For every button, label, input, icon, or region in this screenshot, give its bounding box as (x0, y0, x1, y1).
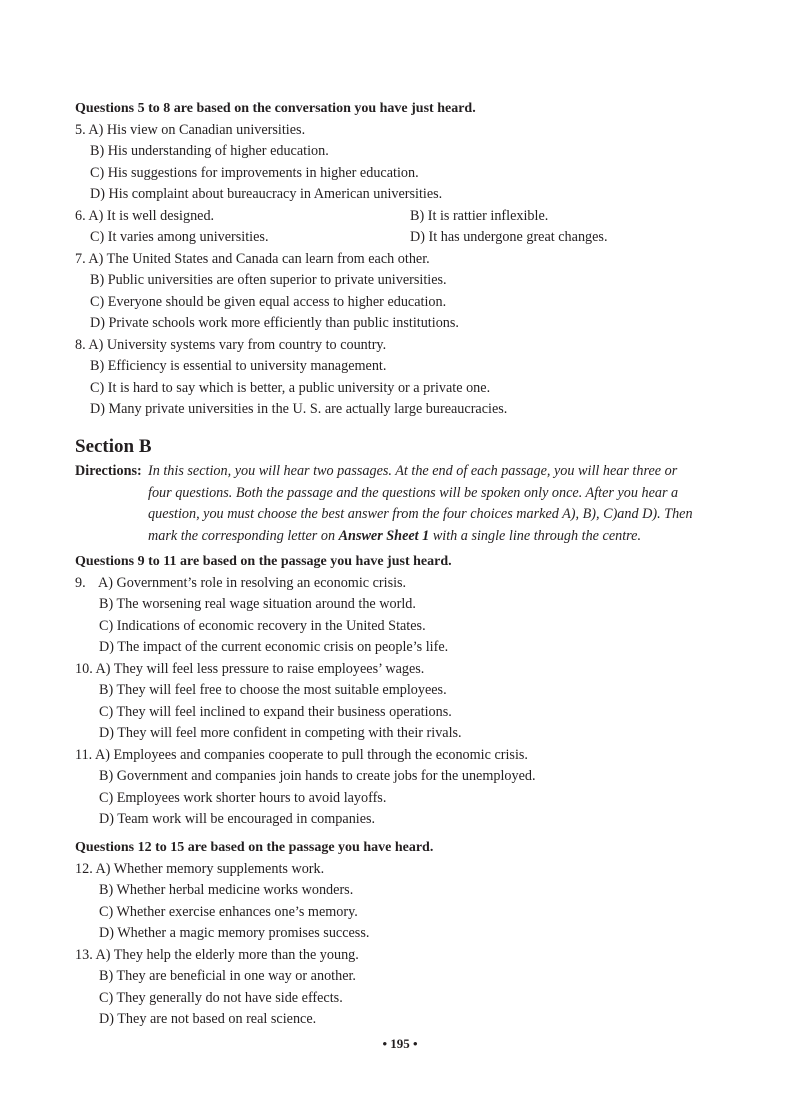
q5-option-b: B) His understanding of higher education. (90, 143, 329, 159)
q6-row-1 (75, 206, 735, 228)
q12-option-b: B) Whether herbal medicine works wonders. (99, 882, 354, 898)
q9-option-c: C) Indications of economic recovery in the United States. (99, 617, 426, 634)
directions-label: Directions: (75, 463, 142, 479)
q7-option-d: D) Private schools work more efficiently than public institutions. (90, 315, 459, 331)
directions-line-2: four questions. Both the passage and the questions will be spoken only once. After you hear a (148, 484, 679, 501)
questions-12-15 (75, 837, 735, 1031)
q10-option-d: D) They will feel more confident in competing with their rivals. (99, 725, 462, 741)
q11-option-c: C) Employees work shorter hours to avoid layoffs. (99, 789, 387, 806)
q11-option-b: B) Government and companies join hands to create jobs for the unemployed. (99, 768, 536, 784)
directions (75, 461, 730, 547)
q11-option-d: D) Team work will be encouraged in companies. (99, 811, 376, 827)
directions-line-3: question, you must choose the best answer from the four choices marked A), B), C)and D). Then (148, 506, 693, 522)
directions-line-4-post: with a single line through the centre. (429, 527, 641, 544)
q7-option-b: B) Public universities are often superior to private universities. (90, 272, 447, 288)
directions-line-1: In this section, you will hear two passages. At the end of each passage, you will hear three or (148, 463, 678, 479)
q12-option-d: D) Whether a magic memory promises success. (99, 925, 370, 941)
q5-option-c: C) His suggestions for improvements in higher education. (90, 164, 419, 181)
q9-row-a (75, 573, 735, 595)
q5-option-a: 5. A) His view on Canadian universities. (75, 121, 306, 138)
q11-option-a: 11. A) Employees and companies cooperate to pull through the economic crisis. (75, 746, 528, 763)
q13-option-c: C) They generally do not have side effects. (99, 989, 343, 1006)
directions-line-4 (148, 526, 730, 548)
q8-option-c: C) It is hard to say which is better, a public university or a private one. (90, 379, 491, 396)
questions-12-15-heading: Questions 12 to 15 are based on the passage you have heard. (75, 840, 434, 855)
q5-option-d: D) His complaint about bureaucracy in American universities. (90, 186, 443, 202)
q9-option-d: D) The impact of the current economic crisis on people’s life. (99, 639, 449, 655)
q9-number: 9. (75, 574, 86, 591)
q9-option-a: A) Government’s role in resolving an economic crisis. (98, 574, 407, 591)
q10-option-a: 10. A) They will feel less pressure to raise employees’ wages. (75, 660, 425, 677)
q6-option-b: B) It is rattier inflexible. (410, 207, 549, 224)
answer-sheet-emphasis: Answer Sheet 1 (338, 527, 430, 544)
page-number: • 195 • (382, 1036, 418, 1051)
q13-option-d: D) They are not based on real science. (99, 1011, 317, 1027)
q6-option-d: D) It has undergone great changes. (410, 229, 608, 245)
q7-option-a: 7. A) The United States and Canada can learn from each other. (75, 250, 430, 267)
q8-option-b: B) Efficiency is essential to university management. (90, 358, 387, 374)
q6-row-2 (75, 227, 735, 249)
directions-text (148, 461, 730, 547)
section-b-title: Section B (75, 436, 152, 457)
q13-option-b: B) They are beneficial in one way or another. (99, 968, 356, 984)
q13-option-a: 13. A) They help the elderly more than the young. (75, 946, 359, 963)
questions-5-8 (75, 98, 735, 421)
questions-5-8-heading: Questions 5 to 8 are based on the conversation you have just heard. (75, 101, 476, 116)
q7-option-c: C) Everyone should be given equal access to higher education. (90, 293, 447, 310)
q8-option-a: 8. A) University systems vary from country to country. (75, 336, 387, 353)
q9-option-b: B) The worsening real wage situation around the world. (99, 596, 416, 612)
q6-option-a: 6. A) It is well designed. (75, 207, 215, 224)
questions-9-11 (75, 551, 735, 831)
q6-option-c: C) It varies among universities. (90, 229, 269, 245)
q8-option-d: D) Many private universities in the U. S. are actually large bureaucracies. (90, 401, 508, 417)
q12-option-a: 12. A) Whether memory supplements work. (75, 860, 325, 877)
questions-9-11-heading: Questions 9 to 11 are based on the passage you have just heard. (75, 554, 452, 569)
directions-line-4-pre: mark the corresponding letter on (148, 527, 339, 544)
q10-option-c: C) They will feel inclined to expand their business operations. (99, 703, 452, 720)
q10-option-b: B) They will feel free to choose the most suitable employees. (99, 682, 447, 698)
q12-option-c: C) Whether exercise enhances one’s memory. (99, 903, 358, 920)
